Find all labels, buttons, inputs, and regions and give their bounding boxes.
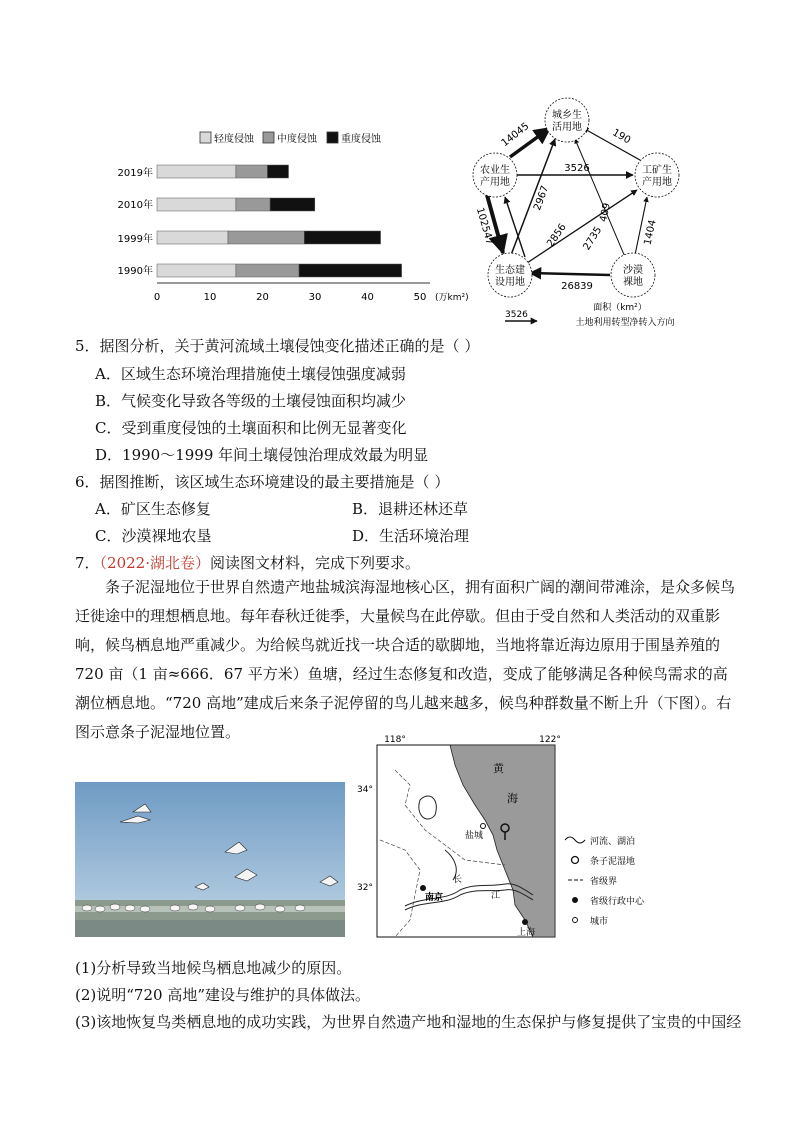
node-industry-label-1: 工矿生 <box>642 165 672 176</box>
q7-sub-2: (2)说明“720 高地”建设与维护的具体做法。 <box>75 986 370 1004</box>
x-tick-label: 20 <box>256 292 269 303</box>
legend-label-light: 轻度侵蚀 <box>214 134 254 145</box>
legend-area-title: 面积（km²） <box>593 303 647 313</box>
flow-eco-industry: 2735 <box>581 224 605 253</box>
q5-option-a[interactable]: A．区域生态环境治理措施使土壤侵蚀强度减弱 <box>95 365 406 383</box>
legend-wetland-label: 条子泥湿地 <box>590 857 636 867</box>
q7-sub-3: (3)该地恢复鸟类栖息地的成功实践，为世界自然遗产地和湿地的生态保护与修复提供了宝贵的中国经 <box>75 1013 742 1031</box>
node-desert-label-2: 裸地 <box>623 277 643 288</box>
x-tick-label: 40 <box>361 292 374 303</box>
bar-segment <box>157 198 236 211</box>
q6-option-a[interactable]: A．矿区生态修复 <box>95 500 211 518</box>
q5-option-c[interactable]: C．受到重度侵蚀的土壤面积和比例无显著变化 <box>95 419 407 437</box>
bar-segment <box>236 165 268 178</box>
flow-agri-eco: 102547 <box>473 206 495 247</box>
map-lon-left: 118° <box>384 735 406 745</box>
q6-option-b[interactable]: B．退耕还林还草 <box>352 500 469 518</box>
x-tick-label: 50 <box>413 292 427 303</box>
shanghai-label: 上海 <box>517 928 536 938</box>
sea-label-2: 海 <box>507 792 518 805</box>
flow-eco-urban: 2967 <box>532 184 552 212</box>
bird-photo <box>75 782 345 937</box>
q7-sub-1: (1)分析导致当地候鸟栖息地减少的原因。 <box>75 959 352 977</box>
node-agri-label-2: 产用地 <box>480 177 510 188</box>
flow-agri-industry: 3526 <box>564 163 590 174</box>
chart-legend <box>200 132 382 145</box>
x-tick-label: 30 <box>308 292 322 303</box>
q7-intro: 阅读图文材料，完成下列要求。 <box>210 554 421 572</box>
bar-segment <box>236 264 299 277</box>
legend-area-value: 3526 <box>505 310 528 320</box>
category-label: 1990年 <box>117 266 153 277</box>
legend-river-label: 河流、湖泊 <box>590 837 636 847</box>
bar-segment <box>236 198 270 211</box>
legend-city-label: 城市 <box>590 917 609 927</box>
location-map <box>357 730 745 940</box>
legend-direction-desc: 土地利用转型净转入方向 <box>575 318 675 328</box>
arrow-desert-to-industry <box>635 197 647 255</box>
river-label-2: 江 <box>491 891 501 901</box>
sea-label-1: 黄 <box>493 762 504 775</box>
q6-option-c[interactable]: C．沙漠裸地农垦 <box>95 527 212 545</box>
q7-passage: 条子泥湿地位于世界自然遗产地盐城滨海湿地核心区，拥有面积广阔的潮间带滩涂，是众多候鸟迁徙途中的理想栖息地。每年春秋迁徙季，大量候鸟在此停歇。但由于受自然和人类活动的双重影响，候鸟栖息地严重减少。为给候鸟就近找一块合适的歇脚地，当地将靠近海边原用于围垦养殖的 720 亩（1 亩≈666．67 平方米）鱼塘，经过生态修复和改造，变成了能够满足各种候鸟需求的高潮位栖息地。“720 高地”建成后来条子泥停留的鸟儿越来越多，候鸟种群数量不断上升（下图）。右图示意条子泥湿地位置。 <box>75 578 736 741</box>
node-urban-label-2: 活用地 <box>552 122 582 133</box>
q5-option-d[interactable]: D．1990～1999 年间土壤侵蚀治理成效最为明显 <box>95 446 429 464</box>
q5-stem: 5．据图分析，关于黄河流域土壤侵蚀变化描述正确的是（ ） <box>75 337 480 355</box>
x-tick-label: 10 <box>203 292 217 303</box>
river-label-1: 长 <box>453 875 463 885</box>
x-tick-label: 0 <box>153 292 161 303</box>
land-use-transition-diagram <box>465 95 725 335</box>
legend-swatch-heavy <box>327 132 338 143</box>
nanjing-marker <box>420 885 426 891</box>
legend-label-heavy: 重度侵蚀 <box>341 134 381 145</box>
bar-segment <box>157 231 228 244</box>
bar-segment <box>299 264 402 277</box>
flow-desert-eco: 26839 <box>561 281 593 292</box>
q5-option-b[interactable]: B．气候变化导致各等级的土壤侵蚀面积均减少 <box>95 392 407 410</box>
legend-border-label: 省级界 <box>590 877 618 887</box>
q7-number: 7． <box>75 554 100 572</box>
legend-label-medium: 中度侵蚀 <box>277 134 317 145</box>
soil-erosion-bar-chart <box>105 120 475 305</box>
arrow-desert-to-urban <box>575 139 625 257</box>
category-label: 1999年 <box>117 234 153 245</box>
flow-agri-urban: 14045 <box>499 120 532 150</box>
q7-header <box>75 552 420 573</box>
flow-industry-urban: 190 <box>610 127 633 147</box>
arrow-desert-to-eco <box>530 273 610 275</box>
map-lat-bottom: 32° <box>357 883 373 893</box>
legend-wetland-icon <box>572 857 579 864</box>
q6-option-d[interactable]: D．生活环境治理 <box>352 527 470 545</box>
bar-segment <box>157 264 236 277</box>
category-label: 2010年 <box>117 200 153 211</box>
node-agri-label-1: 农业生 <box>480 165 510 176</box>
legend-swatch-medium <box>263 132 274 143</box>
map-lat-top: 34° <box>357 785 373 795</box>
yancheng-label: 盐城 <box>465 831 484 841</box>
shanghai-marker <box>522 919 528 925</box>
category-label: 2019年 <box>117 168 153 179</box>
node-desert-label-1: 沙漠 <box>623 265 643 276</box>
yancheng-marker <box>481 824 486 829</box>
q7-source: （2022·湖北卷） <box>99 554 210 572</box>
legend-capital-icon <box>572 897 578 903</box>
bar-segment <box>157 165 236 178</box>
bar-segment <box>270 198 315 211</box>
node-industry-label-2: 产用地 <box>642 177 672 188</box>
bar-segment <box>267 165 288 178</box>
legend-river-icon <box>565 837 585 843</box>
legend-swatch-light <box>200 132 211 143</box>
flow-eco-agri: 2856 <box>545 221 569 250</box>
legend-capital-label: 省级行政中心 <box>590 897 645 907</box>
nanjing-label: 南京 <box>425 893 444 903</box>
bar-group <box>157 165 402 277</box>
map-lon-right: 122° <box>539 735 561 745</box>
x-axis-unit: (万km²) <box>435 293 469 303</box>
node-eco-label-2: 设用地 <box>495 277 525 288</box>
bar-segment <box>228 231 304 244</box>
flow-desert-industry: 1404 <box>642 218 659 247</box>
bar-segment <box>304 231 380 244</box>
flow-desert-urban: 409 <box>598 201 613 223</box>
q6-stem: 6．据图推断，该区域生态环境建设的最主要措施是（ ） <box>75 473 450 491</box>
node-urban-label-1: 城乡生 <box>552 110 582 121</box>
node-eco-label-1: 生态建 <box>495 265 525 276</box>
legend-city-icon <box>573 918 578 923</box>
